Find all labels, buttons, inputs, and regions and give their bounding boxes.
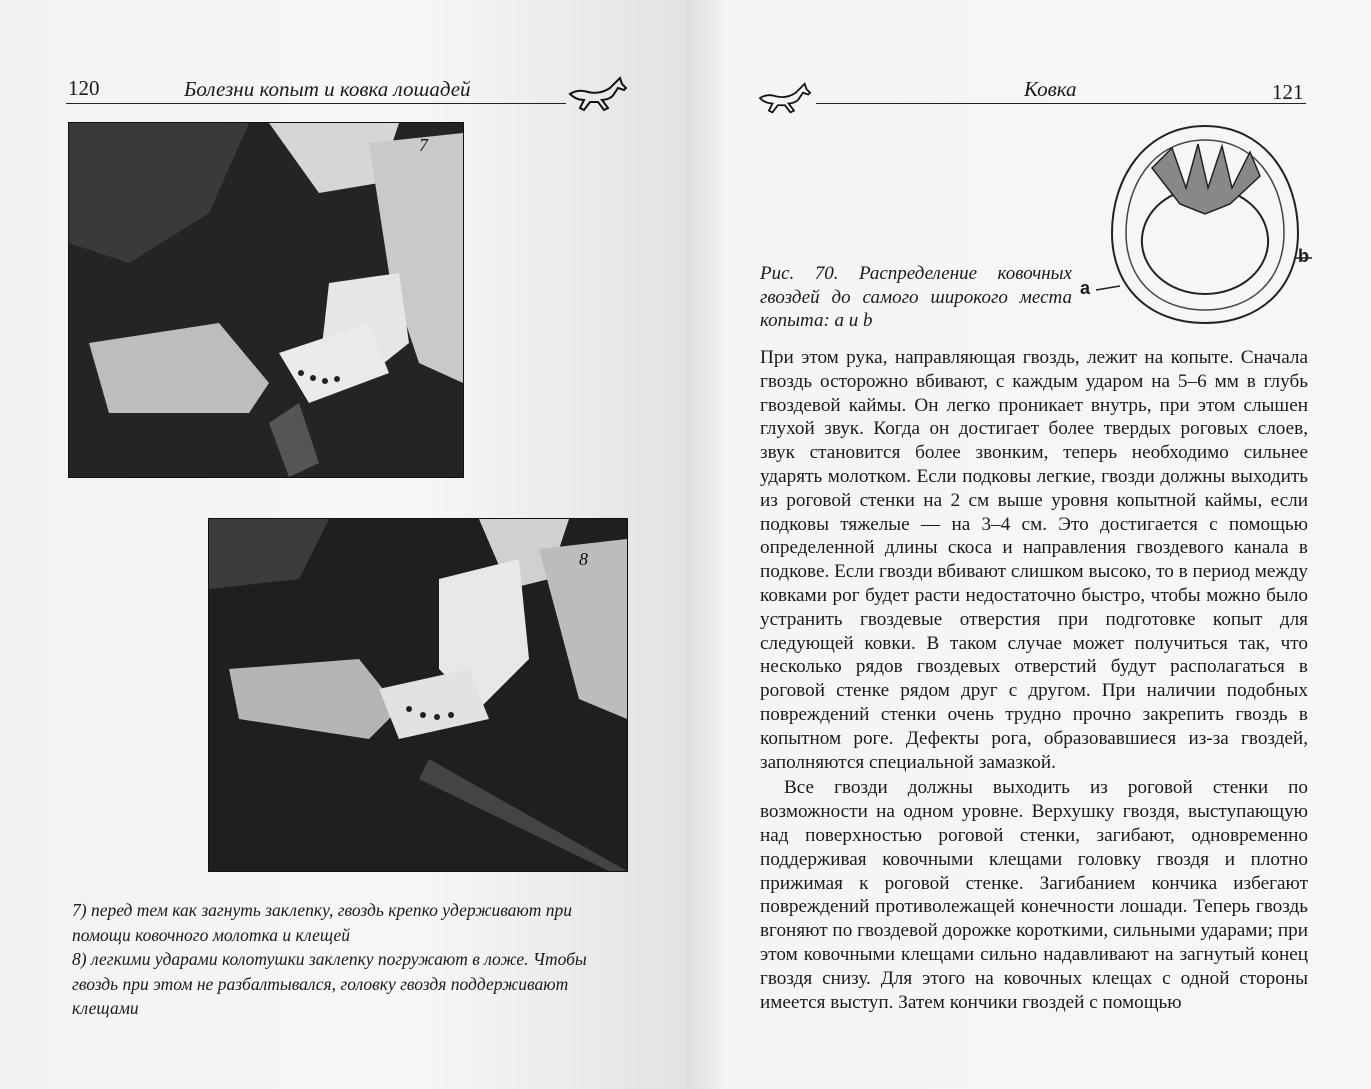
photo-shoeing-7 <box>68 122 464 478</box>
right-running-head: Ковка <box>1024 77 1077 101</box>
photo-8-number: 8 <box>579 549 588 569</box>
label-b: b <box>1298 246 1309 266</box>
paragraph-2: Все гвозди должны выходить из роговой стенки по возможности на одном уровне. Верхушку гвоздя, выступающую над поверхностью роговой стенки, загибают, одновременно поддерживая ковочными клещами головку гвоздя и плотно прижимая к роговой стенке. Загибанием кончика избегают повреждений противолежащей конечности лошади. Теперь гвоздь вгоняют по гвоздевой дорожке короткими, сильными ударами; при этом ковочными клещами сильно надавливают на загнутый конец гвоздя снизу. Для этого на ковочных клещах с одной стороны имеется выступ. Затем кончики гвоздей с помощью <box>760 777 1308 1013</box>
paragraph-1: При этом рука, направляющая гвоздь, лежит на копыте. Сначала гвоздь осторожно вбивают, с каждым ударом на 5–6 мм в глубь гвоздевой каймы. Он легко проникает внутрь, при этом слышен глухой звук. Когда он достигает более твердых роговых слоев, звук становится более звонким, теперь необходимо сильнее ударять молотком. Если подковы легкие, гвозди должны выходить из роговой стенки на 2 см выше уровня копытной каймы, если подковы тяжелые — на 3–4 см. Это достигается с помощью определенной длины скоса и направления гвоздевого канала в подкове. Если гвозди вбивают слишком высоко, то в период между ковками рог будет расти недостаточно быстро, чтобы можно было устранить гвоздевые отверстия при подготовке копыт для следующей ковки. В таком случае может получиться так, что несколько рядов гвоздевых отверстий будут располагаться в роговой стенке рядом друг с другом. При наличии подобных повреждений стенки очень трудно прочно закрепить гвоздь в копытном роге. Дефекты рога, образовавшиеся из-за гвоздей, заполняются специальной замазкой. <box>760 347 1308 773</box>
left-running-head: Болезни копыт и ковка лошадей <box>184 77 471 101</box>
left-page-number: 120 <box>68 76 100 100</box>
caption-7: 7) перед тем как загнуть заклепку, гвоздь крепко удерживают при помощи ковочного молотка и клещей <box>72 900 573 945</box>
hoof-diagram <box>1090 118 1320 338</box>
photo-7-illustration <box>69 123 463 477</box>
photo-7-number: 7 <box>419 135 428 155</box>
photo-8-illustration <box>209 519 627 871</box>
right-page-number: 121 <box>1272 80 1304 104</box>
figure-caption: Рис. 70. Распределение ковочных гвоздей до самого широкого места копыта: a и b <box>760 263 1072 331</box>
photo-captions <box>72 898 632 1021</box>
photo-shoeing-8 <box>208 518 628 872</box>
horse-icon <box>754 82 816 116</box>
right-header-rule <box>816 103 1306 104</box>
left-header-rule <box>66 103 566 104</box>
caption-8: 8) легкими ударами колотушки заклепку погружают в ложе. Чтобы гвоздь при этом не разбалтывался, головку гвоздя поддерживают клещами <box>72 949 587 1018</box>
label-a: a <box>1080 278 1091 298</box>
horse-icon <box>566 76 630 114</box>
body-text <box>760 346 1308 1014</box>
